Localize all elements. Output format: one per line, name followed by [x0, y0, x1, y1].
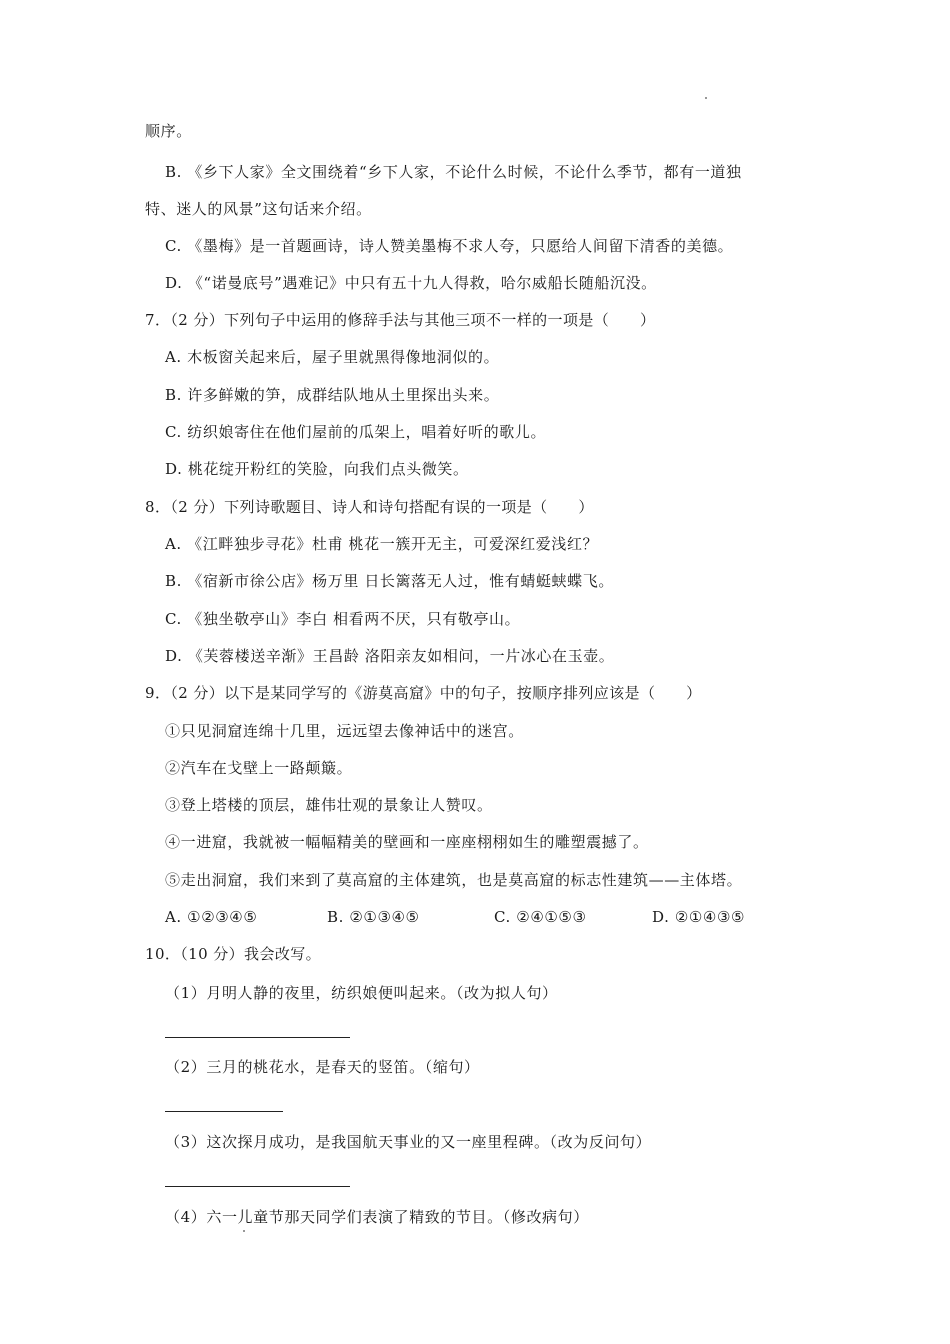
question-8-option-b: B. 《宿新市徐公店》杨万里 日长篱落无人过，惟有蜻蜓蛱蝶飞。 [165, 572, 614, 590]
question-9-sentence-3: ③登上塔楼的顶层，雄伟壮观的景象让人赞叹。 [165, 796, 493, 814]
scan-dot [705, 97, 707, 99]
question-9-option-a: A. ①②③④⑤ [165, 908, 258, 926]
question-10-part-1: （1）月明人静的夜里，纺织娘便叫起来。（改为拟人句） [165, 984, 558, 1002]
question-9-stem: 9．（2 分）以下是某同学写的《游莫高窟》中的句子，按顺序排列应该是（ ） [145, 684, 702, 702]
text-line: 特、迷人的风景”这句话来介绍。 [145, 200, 372, 218]
question-10-part-2: （2）三月的桃花水，是春天的竖笛。（缩句） [165, 1058, 480, 1076]
question-8-option-d: D. 《芙蓉楼送辛渐》王昌龄 洛阳亲友如相问，一片冰心在玉壶。 [165, 647, 615, 665]
answer-line-3[interactable] [165, 1186, 350, 1187]
option-c: C. 《墨梅》是一首题画诗，诗人赞美墨梅不求人夸，只愿给人间留下清香的美德。 [165, 237, 734, 255]
question-7-option-d: D. 桃花绽开粉红的笑脸，向我们点头微笑。 [165, 460, 469, 478]
question-8-option-a: A. 《江畔独步寻花》杜甫 桃花一簇开无主，可爱深红爱浅红？ [165, 535, 599, 553]
question-7-option-a: A. 木板窗关起来后，屋子里就黑得像地洞似的。 [165, 348, 500, 366]
question-9-sentence-1: ①只见洞窟连绵十几里，远远望去像神话中的迷宫。 [165, 722, 524, 740]
question-9-sentence-2: ②汽车在戈壁上一路颠簸。 [165, 759, 353, 777]
option-d: D. 《“诺曼底号”遇难记》中只有五十九人得救，哈尔威船长随船沉没。 [165, 274, 657, 292]
answer-line-1[interactable] [165, 1037, 350, 1038]
question-7-option-b: B. 许多鲜嫩的笋，成群结队地从土里探出头来。 [165, 386, 500, 404]
answer-line-2[interactable] [165, 1111, 283, 1112]
question-9-sentence-5: ⑤走出洞窟，我们来到了莫高窟的主体建筑，也是莫高窟的标志性建筑——主体塔。 [165, 871, 743, 889]
question-8-stem: 8．（2 分）下列诗歌题目、诗人和诗句搭配有误的一项是（ ） [145, 498, 594, 516]
question-9-option-c: C. ②④①⑤③ [494, 908, 587, 926]
question-9-option-d: D. ②①④③⑤ [652, 908, 746, 926]
question-7-option-c: C. 纺织娘寄住在他们屋前的瓜架上，唱着好听的歌儿。 [165, 423, 547, 441]
question-10-part-4: （4）六一儿童节那天同学们表演了精致的节目。（修改病句） [165, 1208, 589, 1226]
option-b: B. 《乡下人家》全文围绕着“乡下人家，不论什么时候，不论什么季节，都有一道独 [165, 163, 742, 181]
question-9-option-b: B. ②①③④⑤ [327, 908, 420, 926]
question-8-option-c: C. 《独坐敬亭山》李白 相看两不厌，只有敬亭山。 [165, 610, 521, 628]
question-9-sentence-4: ④一进窟，我就被一幅幅精美的壁画和一座座栩栩如生的雕塑震撼了。 [165, 833, 649, 851]
text-line: 顺序。 [145, 122, 192, 140]
question-7-stem: 7．（2 分）下列句子中运用的修辞手法与其他三项不一样的一项是（ ） [145, 311, 656, 329]
question-10-part-3: （3）这次探月成功，是我国航天事业的又一座里程碑。（改为反问句） [165, 1133, 652, 1151]
question-10-stem: 10．（10 分）我会改写。 [145, 945, 322, 963]
scan-dot [243, 1230, 245, 1232]
